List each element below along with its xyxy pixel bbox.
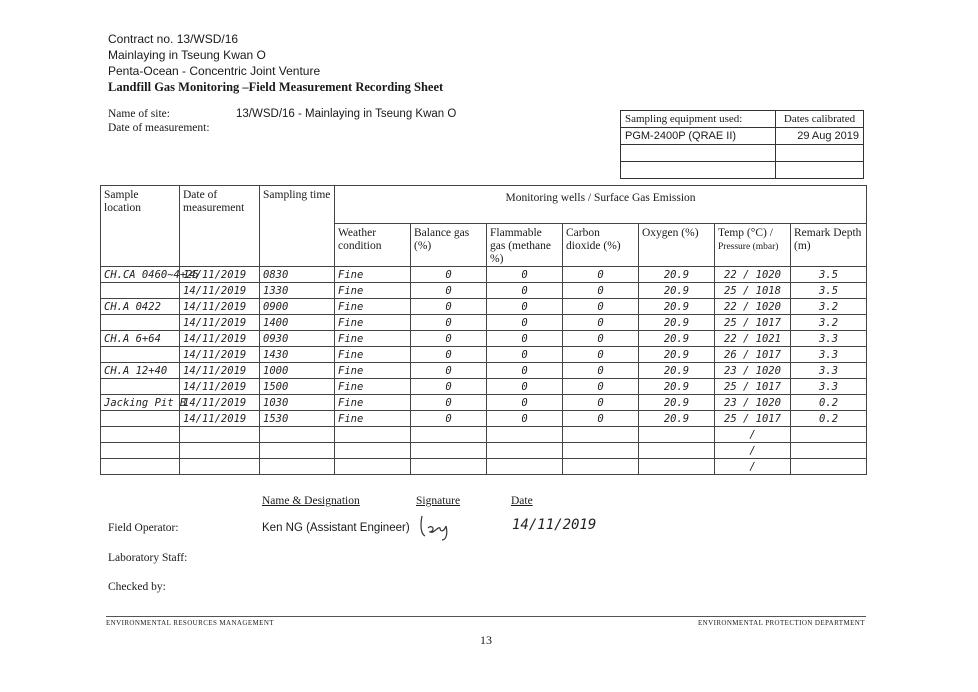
location-cell: CH.A 6+64 (101, 331, 180, 347)
balance-gas-cell: 0 (411, 315, 487, 331)
carbon-dioxide-cell: 0 (563, 379, 639, 395)
temp-pressure-cell: 23 / 1020 (715, 395, 791, 411)
header-temp: Temp (°C) / (718, 227, 773, 239)
temp-pressure-cell: 25 / 1017 (715, 379, 791, 395)
carbon-dioxide-cell: 0 (563, 331, 639, 347)
remark-cell: 3.2 (791, 315, 867, 331)
weather-cell (335, 427, 411, 443)
flammable-gas-cell: 0 (487, 347, 563, 363)
temp-pressure-cell: 22 / 1020 (715, 267, 791, 283)
oxygen-cell (639, 427, 715, 443)
time-cell: 1500 (260, 379, 335, 395)
location-cell (101, 459, 180, 475)
location-cell (101, 443, 180, 459)
oxygen-cell: 20.9 (639, 411, 715, 427)
signoff-name-header: Name & Designation (262, 495, 360, 507)
table-row (101, 459, 867, 475)
equipment-cell (621, 162, 776, 179)
date-cell (180, 427, 260, 443)
balance-gas-cell: 0 (411, 395, 487, 411)
balance-gas-cell: 0 (411, 283, 487, 299)
table-row (101, 395, 867, 411)
weather-cell: Fine (335, 299, 411, 315)
weather-cell (335, 459, 411, 475)
balance-gas-cell: 0 (411, 331, 487, 347)
weather-cell: Fine (335, 395, 411, 411)
temp-pressure-cell: 25 / 1017 (715, 411, 791, 427)
equipment-table (620, 110, 864, 179)
location-cell: CH.A 12+40 (101, 363, 180, 379)
header-temp-pressure (715, 224, 791, 267)
header-pressure: Pressure (mbar) (718, 242, 779, 252)
time-cell: 0900 (260, 299, 335, 315)
remark-cell: 3.3 (791, 379, 867, 395)
weather-cell: Fine (335, 363, 411, 379)
table-row (101, 363, 867, 379)
carbon-dioxide-cell: 0 (563, 267, 639, 283)
time-cell (260, 443, 335, 459)
weather-cell: Fine (335, 379, 411, 395)
date-cell: 14/11/2019 (180, 331, 260, 347)
balance-gas-cell (411, 427, 487, 443)
equipment-cell: PGM-2400P (QRAE II) (621, 128, 776, 145)
calibration-header: Dates calibrated (776, 111, 864, 128)
location-cell (101, 283, 180, 299)
lab-staff-label: Laboratory Staff: (108, 552, 188, 564)
oxygen-cell: 20.9 (639, 283, 715, 299)
date-cell (180, 459, 260, 475)
header-balance-gas: Balance gas (%) (411, 224, 487, 267)
field-operator-date: 14/11/2019 (512, 517, 597, 533)
remark-cell: 3.2 (791, 299, 867, 315)
location-cell: CH.A 0422 (101, 299, 180, 315)
weather-cell: Fine (335, 331, 411, 347)
table-row (101, 443, 867, 459)
time-cell (260, 427, 335, 443)
remark-cell: 0.2 (791, 395, 867, 411)
time-cell (260, 459, 335, 475)
flammable-gas-cell: 0 (487, 395, 563, 411)
carbon-dioxide-cell (563, 459, 639, 475)
date-cell: 14/11/2019 (180, 379, 260, 395)
sheet-title: Landfill Gas Monitoring –Field Measurement Recording Sheet (108, 80, 444, 94)
table-row (101, 331, 867, 347)
header-carbon-dioxide: Carbon dioxide (%) (563, 224, 639, 267)
oxygen-cell: 20.9 (639, 363, 715, 379)
calibration-date-cell (776, 162, 864, 179)
location-cell (101, 427, 180, 443)
footer-rule (106, 616, 866, 617)
location-cell (101, 411, 180, 427)
remark-cell: 3.3 (791, 347, 867, 363)
remark-cell (791, 459, 867, 475)
location-cell: CH.CA 0460~4+25 (101, 267, 180, 283)
header-sample-location: Sample location (101, 186, 180, 267)
header-flammable-gas: Flammable gas (methane %) (487, 224, 563, 267)
flammable-gas-cell: 0 (487, 363, 563, 379)
table-row (101, 411, 867, 427)
location-cell (101, 347, 180, 363)
carbon-dioxide-cell: 0 (563, 299, 639, 315)
temp-pressure-cell: 22 / 1020 (715, 299, 791, 315)
contract-number: Contract no. 13/WSD/16 (108, 32, 239, 46)
signature-image (418, 512, 462, 542)
page-number: 13 (480, 633, 492, 647)
oxygen-cell: 20.9 (639, 267, 715, 283)
weather-cell: Fine (335, 347, 411, 363)
remark-cell (791, 427, 867, 443)
table-row (101, 315, 867, 331)
location-cell (101, 315, 180, 331)
carbon-dioxide-cell: 0 (563, 347, 639, 363)
location-cell (101, 379, 180, 395)
date-cell: 14/11/2019 (180, 267, 260, 283)
flammable-gas-cell (487, 427, 563, 443)
checked-by-label: Checked by: (108, 581, 166, 593)
flammable-gas-cell: 0 (487, 379, 563, 395)
temp-pressure-cell: 22 / 1021 (715, 331, 791, 347)
flammable-gas-cell (487, 443, 563, 459)
field-operator-label: Field Operator: (108, 522, 179, 534)
time-cell: 1430 (260, 347, 335, 363)
date-cell: 14/11/2019 (180, 363, 260, 379)
site-name-value: 13/WSD/16 - Mainlaying in Tseung Kwan O (236, 108, 457, 120)
oxygen-cell: 20.9 (639, 395, 715, 411)
measurement-date-label: Date of measurement: (108, 122, 210, 134)
carbon-dioxide-cell (563, 427, 639, 443)
table-row (101, 267, 867, 283)
time-cell: 0830 (260, 267, 335, 283)
equipment-header: Sampling equipment used: (621, 111, 776, 128)
table-row (101, 427, 867, 443)
oxygen-cell: 20.9 (639, 331, 715, 347)
flammable-gas-cell: 0 (487, 411, 563, 427)
weather-cell: Fine (335, 315, 411, 331)
temp-pressure-cell: / (715, 443, 791, 459)
location-cell: Jacking Pit B (101, 395, 180, 411)
oxygen-cell (639, 443, 715, 459)
weather-cell: Fine (335, 283, 411, 299)
remark-cell (791, 443, 867, 459)
equipment-cell (621, 145, 776, 162)
project-name: Mainlaying in Tseung Kwan O (108, 48, 266, 62)
signoff-signature-header: Signature (416, 495, 461, 507)
calibration-date-cell: 29 Aug 2019 (776, 128, 864, 145)
remark-cell: 0.2 (791, 411, 867, 427)
header-monitoring-group: Monitoring wells / Surface Gas Emission (335, 186, 867, 224)
balance-gas-cell (411, 443, 487, 459)
calibration-date-cell (776, 145, 864, 162)
flammable-gas-cell: 0 (487, 267, 563, 283)
table-row (101, 299, 867, 315)
balance-gas-cell: 0 (411, 379, 487, 395)
temp-pressure-cell: 25 / 1017 (715, 315, 791, 331)
header-date: Date of measurement (180, 186, 260, 267)
time-cell: 0930 (260, 331, 335, 347)
carbon-dioxide-cell: 0 (563, 363, 639, 379)
balance-gas-cell: 0 (411, 299, 487, 315)
flammable-gas-cell: 0 (487, 315, 563, 331)
temp-pressure-cell: 26 / 1017 (715, 347, 791, 363)
header-weather: Weather condition (335, 224, 411, 267)
contractor-name: Penta-Ocean - Concentric Joint Venture (108, 64, 321, 78)
balance-gas-cell: 0 (411, 267, 487, 283)
remark-cell: 3.3 (791, 331, 867, 347)
flammable-gas-cell: 0 (487, 283, 563, 299)
header-oxygen: Oxygen (%) (639, 224, 715, 267)
carbon-dioxide-cell: 0 (563, 315, 639, 331)
balance-gas-cell (411, 459, 487, 475)
measurement-table (100, 185, 867, 475)
carbon-dioxide-cell (563, 443, 639, 459)
date-cell: 14/11/2019 (180, 299, 260, 315)
time-cell: 1030 (260, 395, 335, 411)
temp-pressure-cell: / (715, 427, 791, 443)
temp-pressure-cell: 23 / 1020 (715, 363, 791, 379)
balance-gas-cell: 0 (411, 347, 487, 363)
carbon-dioxide-cell: 0 (563, 411, 639, 427)
footer-left-text: ENVIRONMENTAL RESOURCES MANAGEMENT (106, 619, 274, 627)
remark-cell: 3.3 (791, 363, 867, 379)
signoff-date-header: Date (511, 495, 533, 507)
site-name-label: Name of site: (108, 108, 170, 120)
time-cell: 1530 (260, 411, 335, 427)
oxygen-cell: 20.9 (639, 315, 715, 331)
weather-cell: Fine (335, 267, 411, 283)
oxygen-cell: 20.9 (639, 299, 715, 315)
carbon-dioxide-cell: 0 (563, 283, 639, 299)
date-cell: 14/11/2019 (180, 283, 260, 299)
field-operator-name: Ken NG (Assistant Engineer) (262, 522, 410, 534)
time-cell: 1330 (260, 283, 335, 299)
oxygen-cell (639, 459, 715, 475)
remark-cell: 3.5 (791, 283, 867, 299)
table-row (101, 379, 867, 395)
weather-cell (335, 443, 411, 459)
table-row (101, 347, 867, 363)
temp-pressure-cell: / (715, 459, 791, 475)
remark-cell: 3.5 (791, 267, 867, 283)
header-sampling-time: Sampling time (260, 186, 335, 267)
date-cell (180, 443, 260, 459)
weather-cell: Fine (335, 411, 411, 427)
balance-gas-cell: 0 (411, 363, 487, 379)
footer-right-text: ENVIRONMENTAL PROTECTION DEPARTMENT (698, 619, 865, 627)
flammable-gas-cell (487, 459, 563, 475)
carbon-dioxide-cell: 0 (563, 395, 639, 411)
date-cell: 14/11/2019 (180, 411, 260, 427)
header-remark-depth: Remark Depth (m) (791, 224, 867, 267)
time-cell: 1400 (260, 315, 335, 331)
oxygen-cell: 20.9 (639, 379, 715, 395)
flammable-gas-cell: 0 (487, 331, 563, 347)
flammable-gas-cell: 0 (487, 299, 563, 315)
oxygen-cell: 20.9 (639, 347, 715, 363)
time-cell: 1000 (260, 363, 335, 379)
date-cell: 14/11/2019 (180, 315, 260, 331)
date-cell: 14/11/2019 (180, 347, 260, 363)
temp-pressure-cell: 25 / 1018 (715, 283, 791, 299)
table-row (101, 283, 867, 299)
date-cell: 14/11/2019 (180, 395, 260, 411)
balance-gas-cell: 0 (411, 411, 487, 427)
